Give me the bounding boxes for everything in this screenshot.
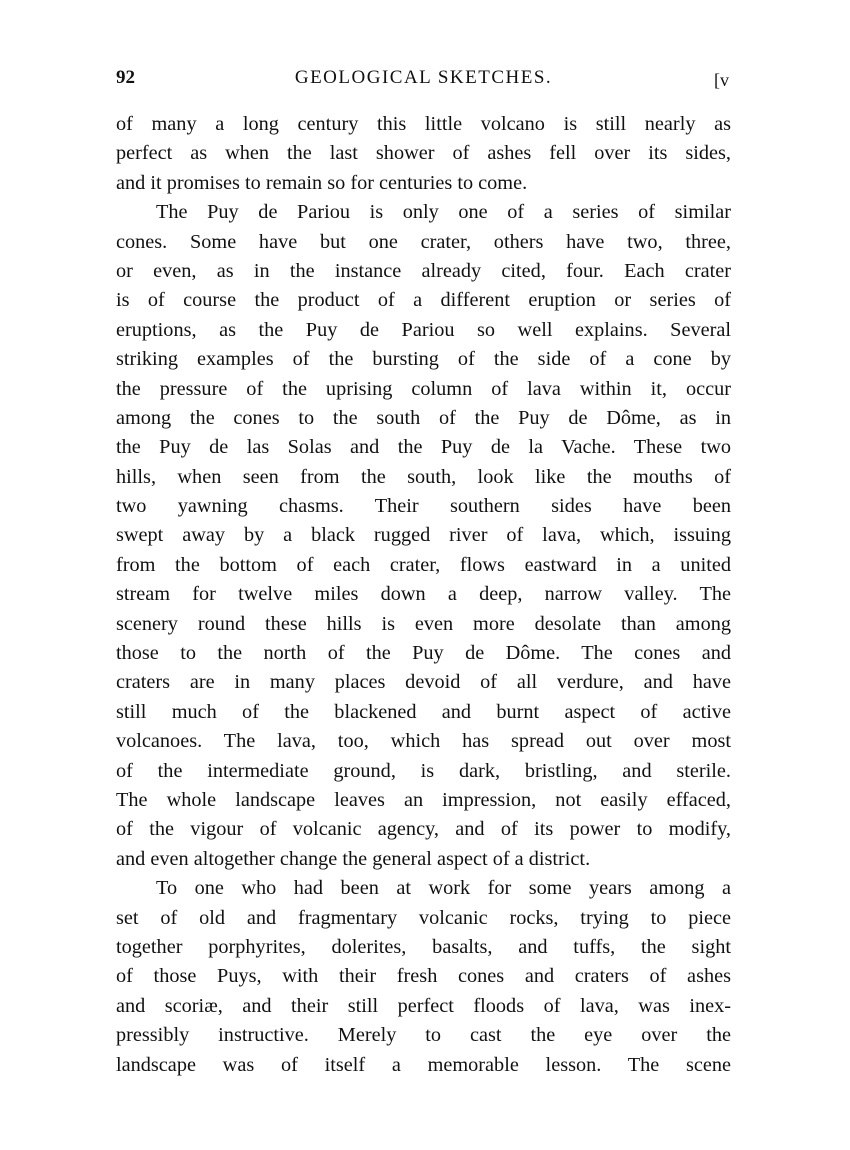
text-line: those to the north of the Puy de Dôme. The cones and	[116, 642, 731, 665]
text-line: together porphyrites, dolerites, basalts, and tuffs, the sight	[116, 935, 731, 958]
text-line: set of old and fragmentary volcanic rocks, trying to piece	[116, 906, 731, 929]
text-line: striking examples of the bursting of the side of a cone by	[116, 348, 731, 371]
text-line: the Puy de las Solas and the Puy de la Vache. These two	[116, 436, 731, 459]
text-line: The Puy de Pariou is only one of a series of similar	[156, 201, 731, 224]
text-line: of the intermediate ground, is dark, bristling, and sterile.	[116, 759, 731, 782]
running-title: GEOLOGICAL SKETCHES.	[294, 67, 553, 88]
text-line: the pressure of the uprising column of lava within it, occur	[116, 377, 731, 400]
page-number: 92	[116, 67, 135, 88]
text-line: eruptions, as the Puy de Pariou so well explains. Several	[116, 318, 731, 341]
text-line: cones. Some have but one crater, others have two, three,	[116, 230, 731, 253]
text-line: pressibly instructive. Merely to cast the eye over the	[116, 1024, 731, 1047]
text-line: or even, as in the instance already cited, four. Each crater	[116, 259, 731, 282]
paragraph	[116, 110, 731, 198]
text-line: two yawning chasms. Their southern sides have been	[116, 495, 731, 518]
running-head	[116, 64, 731, 92]
text-line: swept away by a black rugged river of lava, which, issuing	[116, 524, 731, 547]
text-line: and scoriæ, and their still perfect floods of lava, was inex-	[116, 994, 731, 1017]
text-line: from the bottom of each crater, flows eastward in a united	[116, 553, 731, 576]
text-line: and even altogether change the general aspect of a district.	[116, 847, 591, 870]
text-line: still much of the blackened and burnt aspect of active	[116, 700, 731, 723]
text-line: of the vigour of volcanic agency, and of its power to modify,	[116, 818, 731, 841]
text-line: scenery round these hills is even more desolate than among	[116, 612, 731, 635]
text-line: The whole landscape leaves an impression, not easily effaced,	[116, 788, 731, 811]
text-line: craters are in many places devoid of all verdure, and have	[116, 671, 731, 694]
text-line: among the cones to the south of the Puy de Dôme, as in	[116, 406, 731, 429]
chapter-mark: [v	[714, 70, 729, 90]
text-line: To one who had been at work for some years among a	[156, 877, 731, 900]
book-page	[116, 64, 731, 1080]
paragraph	[116, 874, 731, 1080]
text-line: landscape was of itself a memorable lesson. The scene	[116, 1053, 731, 1076]
text-line: stream for twelve miles down a deep, narrow valley. The	[116, 583, 731, 606]
text-line: is of course the product of a different eruption or series of	[116, 289, 731, 312]
paragraph	[116, 198, 731, 874]
text-line: hills, when seen from the south, look like the mouths of	[116, 465, 731, 488]
text-line: of those Puys, with their fresh cones and craters of ashes	[116, 965, 731, 988]
text-line: and it promises to remain so for centuries to come.	[116, 171, 528, 194]
body-text	[116, 110, 731, 1080]
text-line: perfect as when the last shower of ashes fell over its sides,	[116, 142, 731, 165]
text-line: of many a long century this little volcano is still nearly as	[116, 113, 731, 135]
text-line: volcanoes. The lava, too, which has spread out over most	[116, 730, 731, 753]
